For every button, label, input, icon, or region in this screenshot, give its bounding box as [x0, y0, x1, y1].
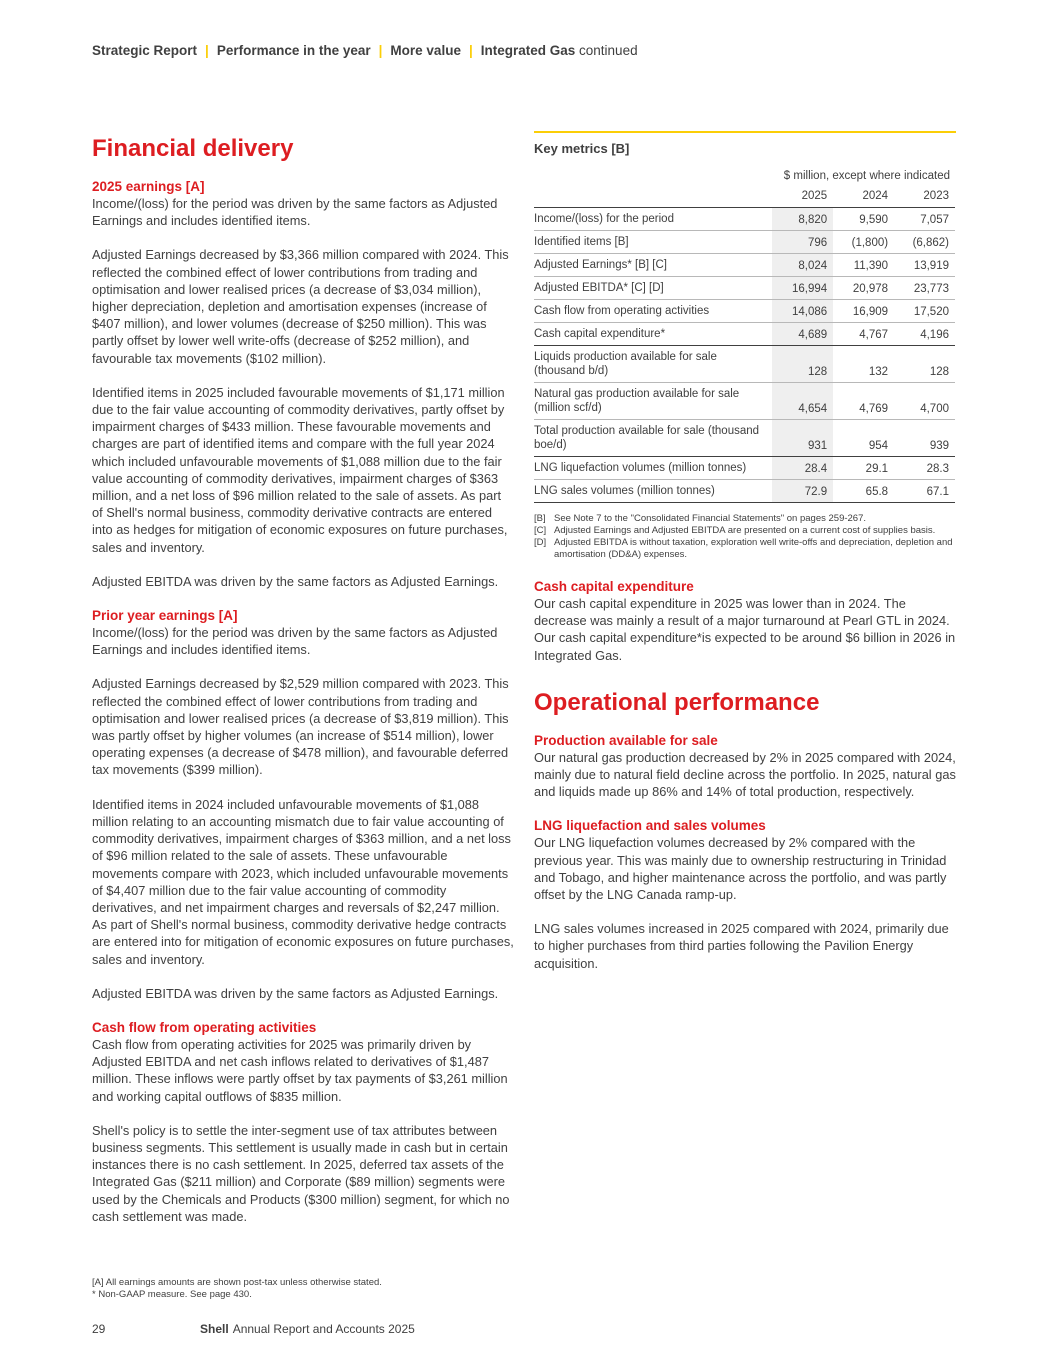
breadcrumb-suffix: continued [579, 43, 638, 58]
metric-value-2024: 65.8 [833, 480, 894, 503]
table-note [534, 513, 956, 525]
breadcrumb-separator: | [468, 43, 473, 58]
metric-value-2024: 29.1 [833, 457, 894, 480]
metric-value-2025: 8,024 [772, 254, 833, 277]
paragraph: Income/(loss) for the period was driven by the same factors as Adjusted Earnings and includes identified items. [92, 196, 498, 229]
metric-label: Total production available for sale (thousand boe/d) [534, 420, 772, 457]
document-title: Annual Report and Accounts 2025 [232, 1322, 415, 1336]
metric-label: LNG sales volumes (million tonnes) [534, 480, 772, 503]
table-row [534, 231, 955, 254]
paragraph: Adjusted Earnings decreased by $2,529 million compared with 2023. This reflected the combined effect of lower contributions from trading and optimisation and lower realised prices (a decrease of $3,819 million). This was partly offset by higher volumes (an increase of $514 million), lower operating expenses (a decrease of $478 million), and favourable deferred tax movements ($399 million). [92, 676, 509, 778]
table-note [534, 537, 956, 561]
earnings-2025-section [92, 178, 514, 590]
paragraph: Adjusted Earnings decreased by $3,366 million compared with 2024. This reflected the combined effect of lower contributions from trading and optimisation and lower realised prices (a decrease of $3,034 million), higher depreciation, depletion and amortisation expenses (increase of $407 million), and lower volumes (decrease of $250 million). This was partly offset by lower well write-offs (decrease of $252 million), and favourable tax movements ($102 million). [92, 247, 509, 366]
page-footnotes [92, 1277, 382, 1301]
paragraph: LNG sales volumes increased in 2025 compared with 2024, primarily due to higher purchases from third parties following the Pavilion Energy acquisition. [534, 921, 949, 971]
metric-value-2024: 4,769 [833, 383, 894, 420]
metric-value-2024: 16,909 [833, 300, 894, 323]
operational-performance-title: Operational performance [534, 688, 820, 716]
metric-value-2025: 72.9 [772, 480, 833, 503]
paragraph: Shell's policy is to settle the inter-segment use of tax attributes between business segments. This settlement is usually made in cash but in certain instances there is no cash settlement. In 2025, deferred tax assets of the Integrated Gas ($211 million) and Corporate ($89 million) segments were used by the Chemicals and Products ($300 million) segment, for which no cash settlement was made. [92, 1122, 510, 1224]
metric-value-2023: 13,919 [894, 254, 955, 277]
metric-value-2024: 132 [833, 346, 894, 383]
cash-flow-section [92, 1019, 514, 1225]
metric-value-2025: 28.4 [772, 457, 833, 480]
paragraph: Our cash capital expenditure in 2025 was lower than in 2024. The decrease was mainly a result of a major turnaround at Pearl GTL in 2024. Our cash capital expenditure*is expected to be around $6 billion in 2026 in Integrated Gas. [534, 596, 956, 663]
prior-year-heading: Prior year earnings [A] [92, 608, 238, 624]
year-header: 2025 [772, 190, 833, 208]
left-column [92, 134, 514, 1242]
note-text: See Note 7 to the "Consolidated Financial Statements" on pages 259-267. [554, 513, 867, 524]
metric-value-2025: 16,994 [772, 277, 833, 300]
table-notes [534, 513, 956, 561]
paragraph: Cash flow from operating activities for 2025 was primarily driven by Adjusted EBITDA and net cash inflows related to derivatives of $1,487 million. These inflows were partly offset by tax payments of $3,261 million and working capital outflows of $835 million. [92, 1036, 508, 1104]
metric-label: Cash flow from operating activities [534, 300, 772, 323]
footnote: [A] All earnings amounts are shown post-tax unless otherwise stated. [92, 1277, 382, 1288]
metric-value-2023: 4,700 [894, 383, 955, 420]
paragraph: Adjusted EBITDA was driven by the same factors as Adjusted Earnings. [92, 573, 499, 589]
header-label-cell [534, 190, 772, 208]
metric-label: Cash capital expenditure* [534, 323, 772, 346]
metric-label: Adjusted Earnings* [B] [C] [534, 254, 772, 277]
paragraph: Adjusted EBITDA was driven by the same factors as Adjusted Earnings. [92, 985, 499, 1001]
breadcrumb-separator: | [205, 43, 209, 58]
table-row [534, 277, 955, 300]
metric-value-2023: (6,862) [894, 231, 955, 254]
paragraph: Our LNG liquefaction volumes decreased by 2% compared with the previous year. This was mainly due to ownership restructuring in Trinidad and Tobago, and higher maintenance across the portfolio, and was partly offset by the LNG Canada ramp-up. [534, 835, 947, 903]
paragraph: Our natural gas production decreased by 2% in 2025 compared with 2024, mainly due to natural field decline across the portfolio. In 2025, natural gas and liquids made up 86% and 14% of total production, respectively. [534, 749, 956, 800]
metric-value-2023: 4,196 [894, 323, 955, 346]
key-metrics-title: Key metrics [B] [534, 141, 630, 156]
breadcrumb-item[interactable]: More value [390, 43, 461, 58]
metric-value-2025: 931 [772, 420, 833, 457]
table-note [534, 525, 956, 537]
table-row [534, 254, 955, 277]
financial-delivery-title: Financial delivery [92, 135, 294, 162]
metric-value-2023: 67.1 [894, 480, 955, 503]
metric-label: Income/(loss) for the period [534, 208, 772, 231]
breadcrumb-item[interactable]: Performance in the year [216, 43, 371, 58]
note-text: Adjusted Earnings and Adjusted EBITDA are presented on a current cost of supplies basis. [554, 525, 936, 536]
table-row [534, 480, 955, 503]
production-heading: Production available for sale [534, 732, 718, 748]
metric-value-2024: (1,800) [833, 231, 894, 254]
metric-label: Adjusted EBITDA* [C] [D] [534, 277, 772, 300]
table-row [534, 300, 955, 323]
metric-value-2025: 4,654 [772, 383, 833, 420]
prior-year-section [92, 607, 514, 1002]
brand-name: Shell [200, 1322, 229, 1336]
breadcrumb-item[interactable]: Integrated Gas [480, 43, 576, 58]
metric-value-2023: 17,520 [894, 300, 955, 323]
metric-label: Liquids production available for sale (thousand b/d) [534, 346, 772, 383]
metric-value-2025: 796 [772, 231, 833, 254]
table-row [534, 346, 955, 383]
production-section [534, 732, 956, 801]
metric-value-2025: 8,820 [772, 208, 833, 231]
lng-section [534, 817, 956, 971]
metric-value-2024: 11,390 [833, 254, 894, 277]
key-metrics-table [534, 190, 955, 503]
metric-value-2023: 939 [894, 420, 955, 457]
year-header: 2023 [894, 190, 955, 208]
metric-value-2024: 20,978 [833, 277, 894, 300]
metrics-top-rule [534, 131, 956, 133]
metric-value-2024: 4,767 [833, 323, 894, 346]
metric-value-2023: 128 [894, 346, 955, 383]
metric-value-2025: 14,086 [772, 300, 833, 323]
metric-value-2023: 23,773 [894, 277, 955, 300]
table-row [534, 383, 955, 420]
note-text: Adjusted EBITDA is without taxation, exploration well write-offs and depreciation, depletion and amortisation (DD&A) expenses. [554, 537, 953, 560]
capex-heading: Cash capital expenditure [534, 579, 694, 594]
breadcrumb [92, 43, 638, 58]
metric-value-2024: 9,590 [833, 208, 894, 231]
footnote: * Non-GAAP measure. See page 430. [92, 1289, 252, 1300]
table-row [534, 420, 955, 457]
year-header: 2024 [833, 190, 894, 208]
page-footer [92, 1322, 415, 1336]
metric-value-2025: 4,689 [772, 323, 833, 346]
right-column [534, 131, 956, 989]
breadcrumb-separator: | [378, 43, 383, 58]
metric-value-2024: 954 [833, 420, 894, 457]
metrics-units: $ million, except where indicated [783, 170, 950, 182]
metric-label: Natural gas production available for sale (million scf/d) [534, 383, 772, 420]
lng-heading: LNG liquefaction and sales volumes [534, 818, 766, 834]
paragraph: Identified items in 2025 included favourable movements of $1,171 million due to the fair value accounting of commodity derivatives, partly offset by impairment charges of $433 million. These favourable movements and charges are part of identified items and compare with the full year 2024 which included unfavourable movements of $1,088 million due to the fair value accounting of commodity derivatives, impairment charges of $363 million, and a net loss of $96 million related to the sale of assets. As part of Shell's normal business, commodity derivative contracts are entered into as hedges for mitigation of economic exposures on future purchases, sales and inventory. [92, 384, 508, 555]
metric-value-2023: 28.3 [894, 457, 955, 480]
metric-value-2023: 7,057 [894, 208, 955, 231]
table-row [534, 208, 955, 231]
capex-section [534, 578, 956, 664]
table-row [534, 323, 955, 346]
note-key: [B] [534, 513, 546, 524]
paragraph: Income/(loss) for the period was driven by the same factors as Adjusted Earnings and includes identified items. [92, 625, 498, 658]
breadcrumb-item[interactable]: Strategic Report [92, 43, 198, 58]
note-key: [D] [534, 537, 547, 548]
page-number: 29 [92, 1322, 106, 1336]
paragraph: Identified items in 2024 included unfavourable movements of $1,088 million relating to an accounting mismatch due to fair value accounting of commodity derivatives, impairment charges of $363 million, and a net loss of $96 million related to the sale of assets. These unfavourable movements compare with 2023, which included unfavourable movements of $4,407 million due to the fair value accounting of commodity derivatives, and net impairment charges and reversals of $2,247 million. As part of Shell's normal business, commodity derivative hedge contracts are entered into for mitigation of economic exposures on future purchases, sales and inventory. [92, 796, 514, 967]
earnings-2025-heading: 2025 earnings [A] [92, 179, 205, 194]
metric-label: Identified items [B] [534, 231, 772, 254]
metric-value-2025: 128 [772, 346, 833, 383]
note-key: [C] [534, 525, 547, 536]
table-header-row [534, 190, 955, 208]
metric-label: LNG liquefaction volumes (million tonnes) [534, 457, 772, 480]
cash-flow-heading: Cash flow from operating activities [92, 1019, 317, 1035]
table-row [534, 457, 955, 480]
